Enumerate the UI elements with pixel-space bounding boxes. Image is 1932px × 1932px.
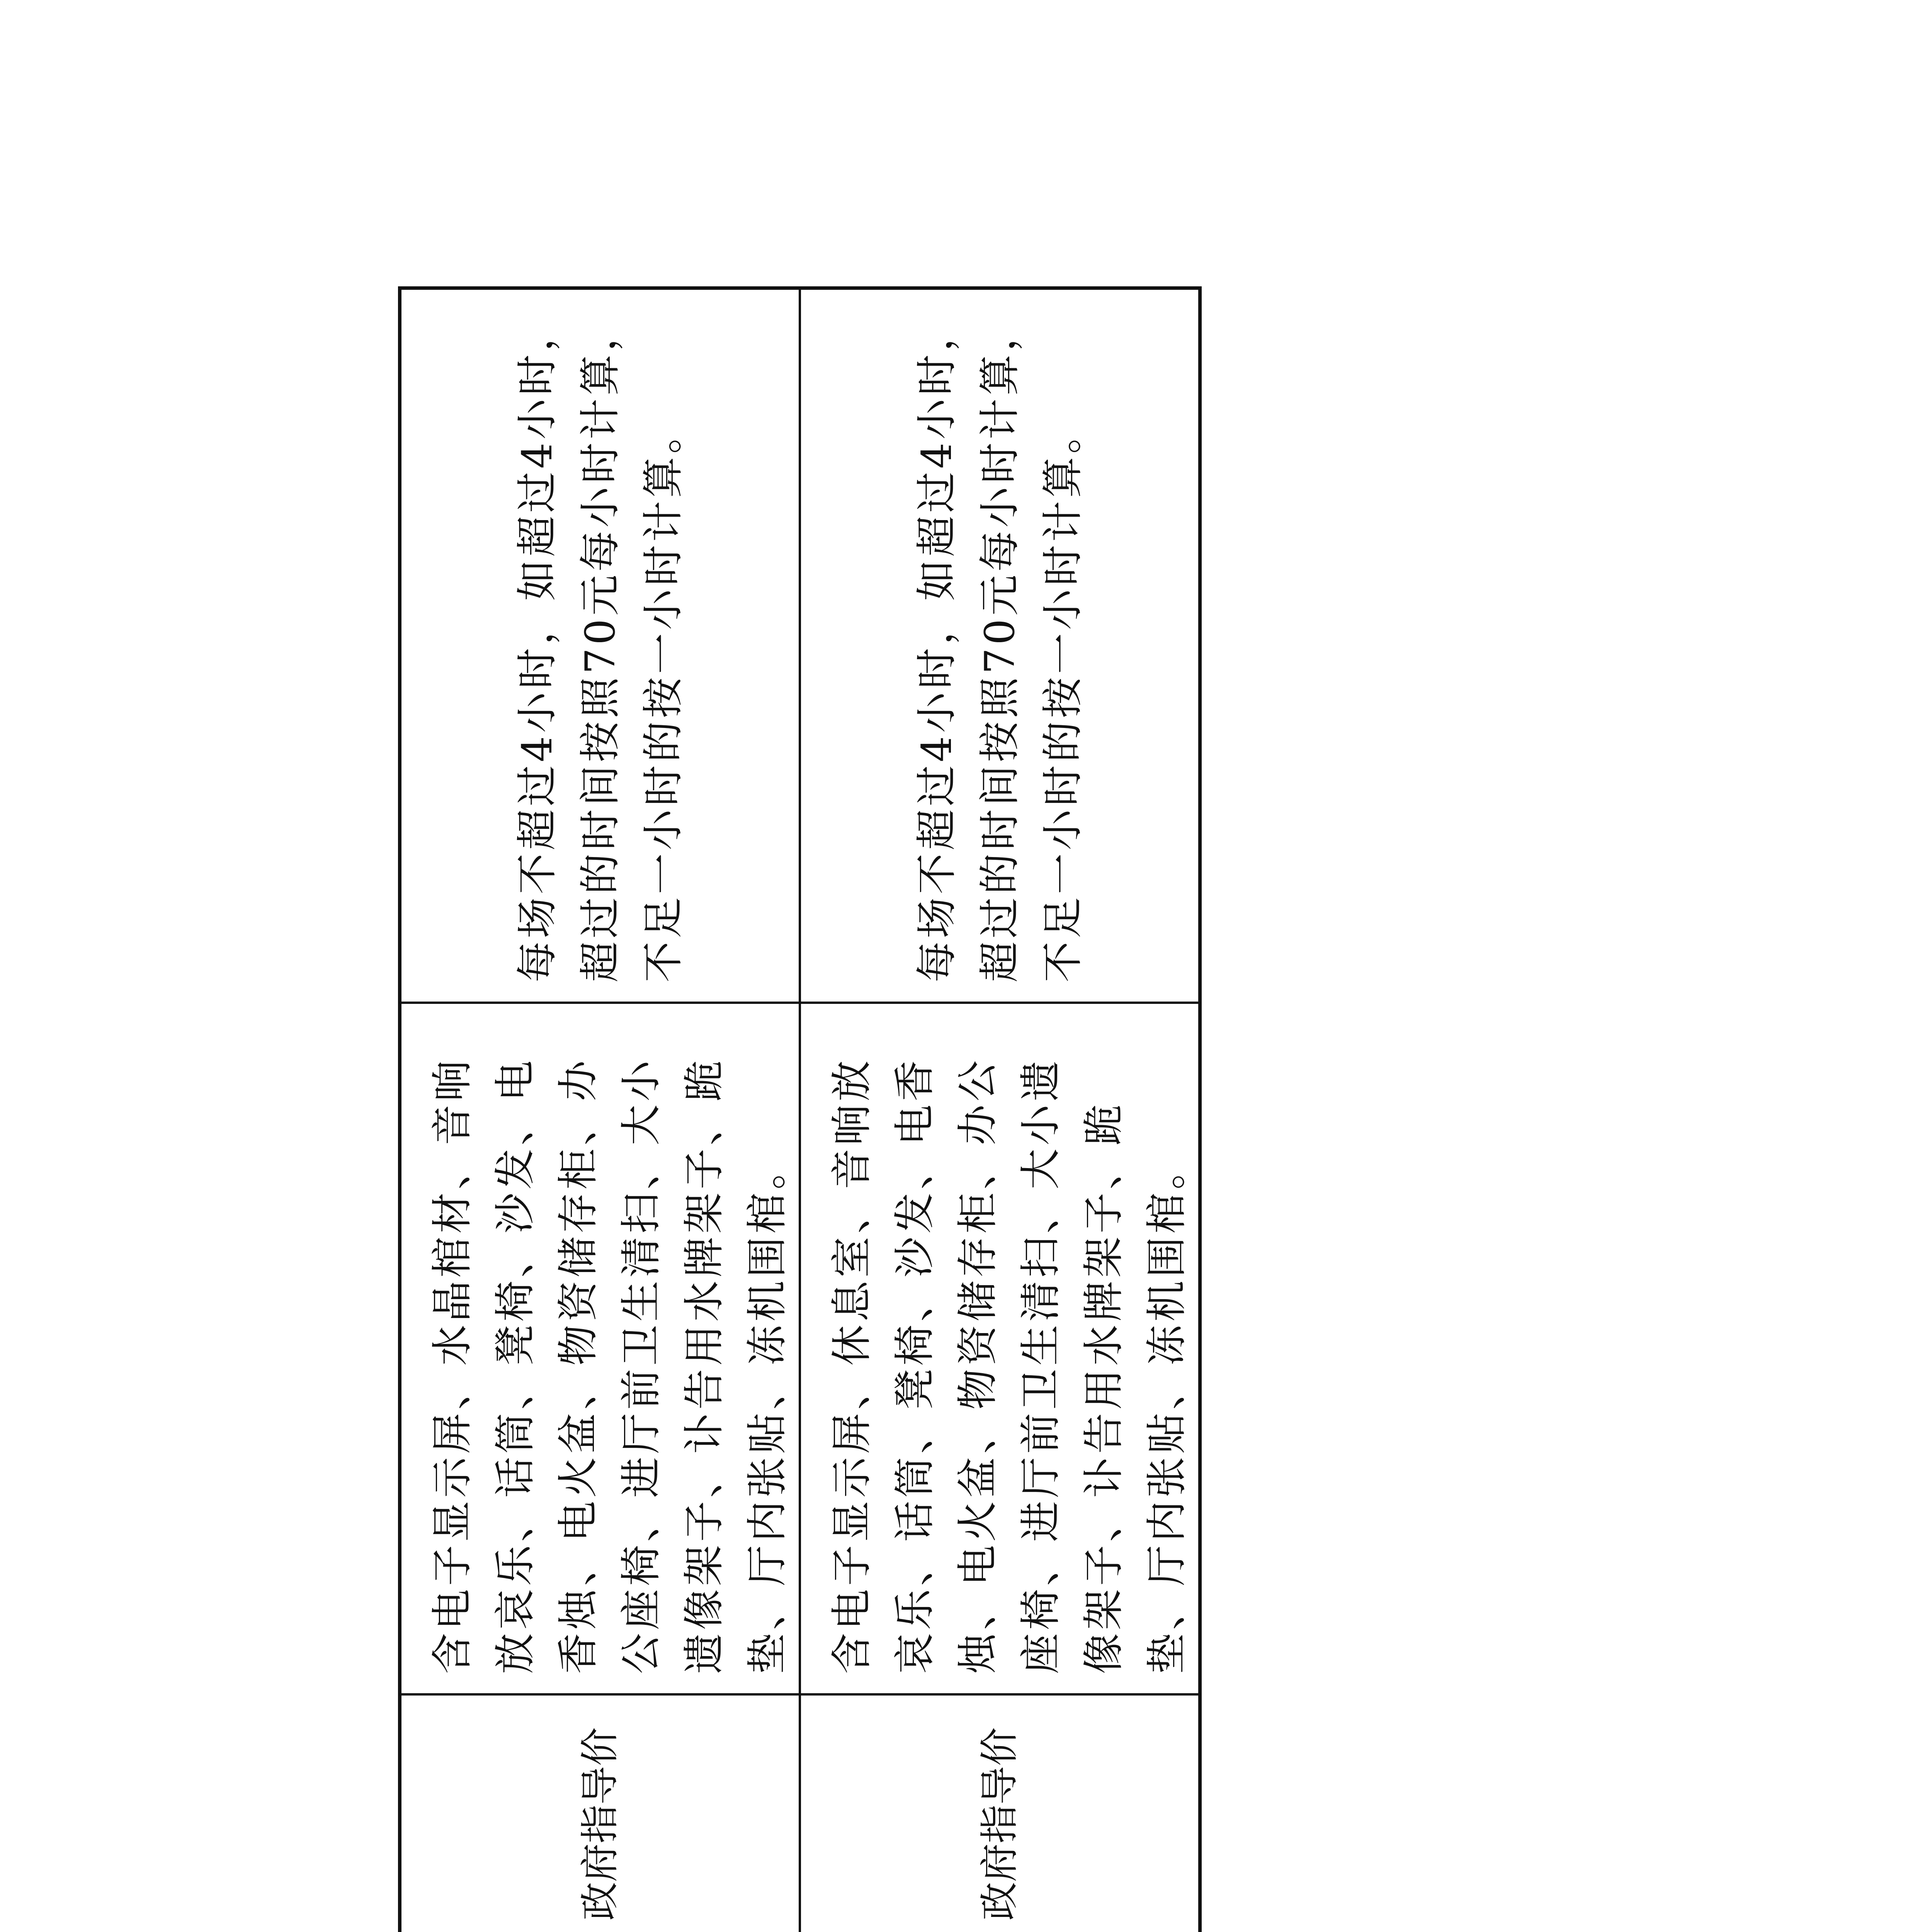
table-row bbox=[800, 288, 1200, 1932]
page-number bbox=[1920, 278, 1932, 479]
pricing-type: 政府指导价 bbox=[400, 1695, 800, 1932]
fee-table bbox=[398, 286, 1202, 1932]
remarks bbox=[400, 288, 800, 1003]
service-contents-text: 含电子显示屏、休息室、音响放哀乐、话筒、凳椅、沙发、电香烛、电火盆、物资储存柜、办公座椅、进厅前卫生清扫、大小遗像架子、讣告用水牌架子、跪垫、厅内张贴、冻机围棺。 bbox=[828, 1057, 1190, 1674]
fee-table-container bbox=[398, 290, 1190, 1932]
remarks bbox=[800, 288, 1200, 1003]
service-contents bbox=[800, 1003, 1200, 1695]
service-contents-text: 含电子显示屏、水晶棺材、音响放哀乐、话筒、凳椅、沙发、电香烛、电火盆、物资储存柜、办公座椅、进厅前卫生清扫、大小遗像架子、讣告用水牌架子、跪垫、厅内张贴、冻机围棺。 bbox=[429, 1057, 791, 1674]
pricing-type: 政府指导价 bbox=[800, 1695, 1200, 1932]
remarks-text: 每场不超过4小时，如超过4小时，超过的时间按照70元每小时计算，不足一小时的按一小时计算。 bbox=[513, 307, 687, 983]
table-row bbox=[400, 288, 800, 1932]
service-contents bbox=[400, 1003, 800, 1695]
remarks-text: 每场不超过4小时，如超过4小时，超过的时间按照70元每小时计算，不足一小时的按一小时计算。 bbox=[913, 307, 1087, 983]
